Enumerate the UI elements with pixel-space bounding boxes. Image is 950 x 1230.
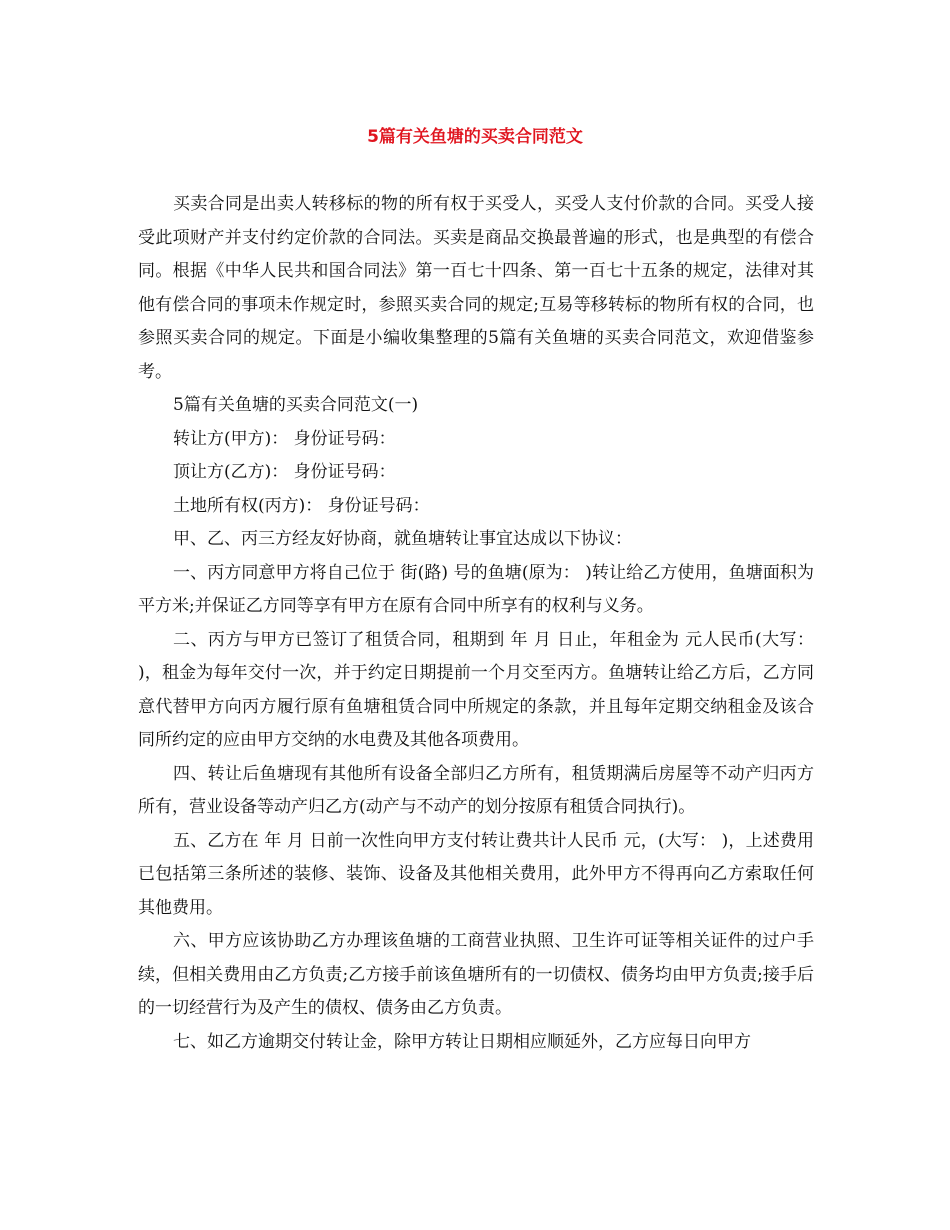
party-a-line: 转让方(甲方)： 身份证号码： xyxy=(173,428,396,449)
section-heading: 5篇有关鱼塘的买卖合同范文(一) xyxy=(173,395,419,415)
clause-2: 二、丙方与甲方已签订了租赁合同，租期到 年 月 日止，年租金为 元人民币(大写： )，租金为每年交付一次，并于约定日期提前一个月交至丙方。鱼塘转让给乙方后，乙方同意代替甲方向丙方履行原有鱼塘租赁合同中所规定的条款，并且每年定期交纳租金及该合同所约定的应由甲方交纳的水电费及其他各项费用。 xyxy=(138,629,814,750)
document-title: 5篇有关鱼塘的买卖合同范文 xyxy=(367,127,583,147)
intro-paragraph: 买卖合同是出卖人转移标的物的所有权于买受人，买受人支付价款的合同。买受人接受此项财产并支付约定价款的合同法。买卖是商品交换最普遍的形式，也是典型的有偿合同。根据《中华人民共和国合同法》第一百七十四条、第一百七十五条的规定，法律对其他有偿合同的事项未作规定时，参照买卖合同的规定;互易等移转标的物所有权的合同，也参照买卖合同的规定。下面是小编收集整理的5篇有关鱼塘的买卖合同范文，欢迎借鉴参考。 xyxy=(138,194,814,382)
agreement-intro: 甲、乙、丙三方经友好协商，就鱼塘转让事宜达成以下协议： xyxy=(173,529,632,549)
clause-7: 七、如乙方逾期交付转让金，除甲方转让日期相应顺延外，乙方应每日向甲方 xyxy=(173,1031,751,1052)
party-b-line: 顶让方(乙方)： 身份证号码： xyxy=(173,462,396,482)
party-c-line: 土地所有权(丙方)： 身份证号码： xyxy=(173,495,430,516)
clause-6: 六、甲方应该协助乙方办理该鱼塘的工商营业执照、卫生许可证等相关证件的过户手续，但相关费用由乙方负责;乙方接手前该鱼塘所有的一切债权、债务均由甲方负责;接手后的一切经营行为及产生的债权、债务由乙方负责。 xyxy=(138,931,814,1018)
document-body xyxy=(138,188,814,1059)
clause-1: 一、丙方同意甲方将自己位于 街(路) 号的鱼塘(原为： )转让给乙方使用，鱼塘面积为 平方米;并保证乙方同等享有甲方在原有合同中所享有的权利与义务。 xyxy=(138,562,814,616)
clause-4: 四、转让后鱼塘现有其他所有设备全部归乙方所有，租赁期满后房屋等不动产归丙方所有，营业设备等动产归乙方(动产与不动产的划分按原有租赁合同执行)。 xyxy=(138,763,814,817)
clause-5: 五、乙方在 年 月 日前一次性向甲方支付转让费共计人民币 元，(大写： )，上述费用已包括第三条所述的装修、装饰、设备及其他相关费用，此外甲方不得再向乙方索取任何其他费用。 xyxy=(138,830,814,918)
